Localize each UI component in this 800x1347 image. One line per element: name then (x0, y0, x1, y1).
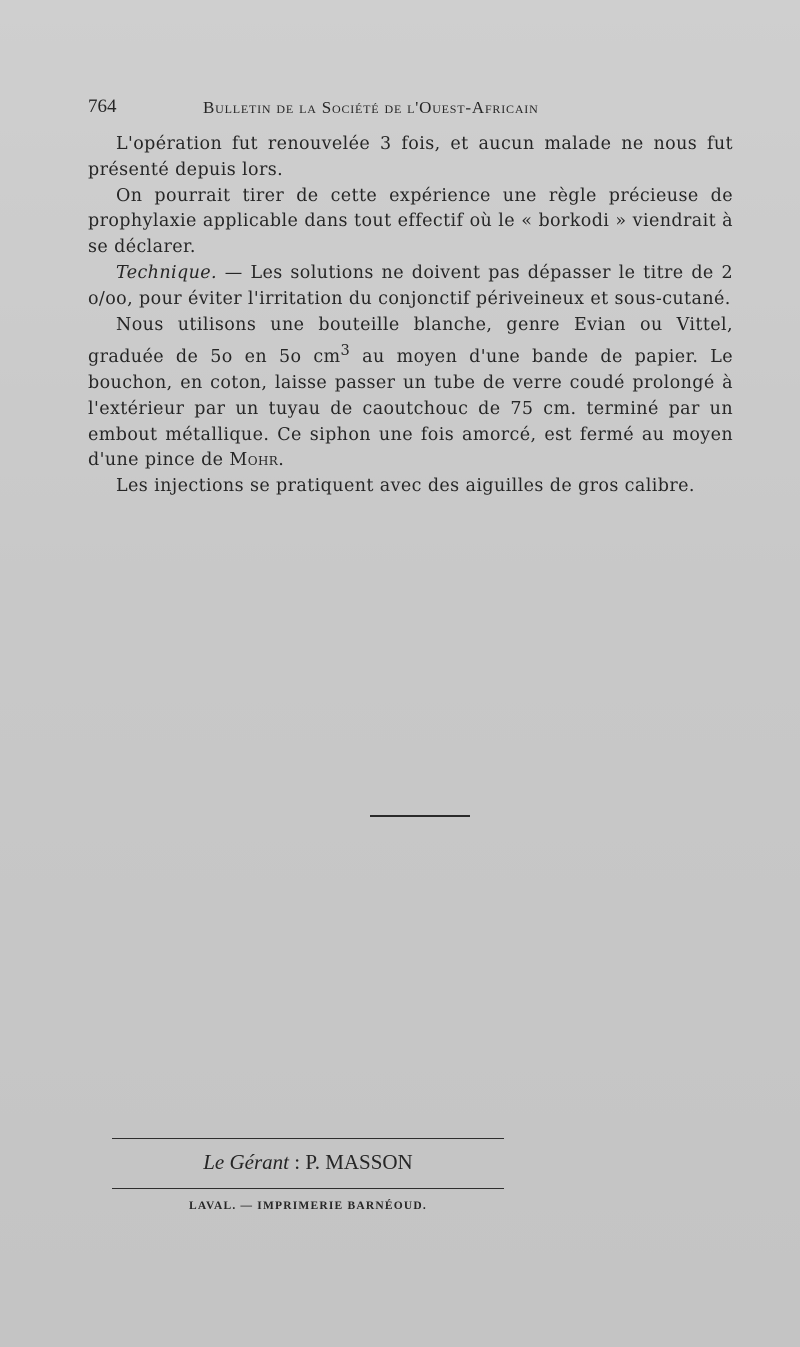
footer-rule-top (112, 1138, 504, 1139)
manager-role: Le Gérant (203, 1150, 289, 1174)
paragraph-2: On pourrait tirer de cette expérience une règle précieuse de prophylaxie applicable dans tout effectif où le « borkodi » viendrait à se déclarer. (88, 185, 733, 258)
paragraph-4-text-b: au moyen d'une bande de papier. Le bouchon, en coton, laisse passer un tube de verre coudé prolongé à l'extérieur par un tuyau de caoutchouc de 75 cm. terminé par un embout métallique. Ce siphon une fois amorcé, est fermé au moyen d'une pince de (88, 347, 733, 471)
section-divider (370, 815, 470, 817)
section-label-technique: Technique. (116, 262, 218, 283)
paragraph-1: L'opération fut renouvelée 3 fois, et aucun malade ne nous fut présenté depuis lors. (88, 134, 733, 180)
superscript-3: 3 (340, 342, 351, 360)
manager-separator: : (289, 1150, 306, 1174)
paragraph-4 (88, 313, 733, 475)
body-text (88, 132, 733, 500)
paragraph-4-text-a: Nous utilisons une bouteille blanche, genre Evian ou Vittel, graduée de 5o en 5o cm (88, 314, 733, 368)
paragraph-3 (88, 261, 733, 313)
paragraph-3-text: — Les solutions ne doivent pas dépasser le titre de 2 o/oo, pour éviter l'irritation du conjonctif périveineux et sous-cutané. (88, 262, 733, 309)
printer-line: LAVAL. — IMPRIMERIE BARNÉOUD. (189, 1200, 427, 1212)
running-head (88, 88, 728, 118)
page-number: 764 (88, 96, 117, 117)
paragraph-4-end: . (278, 450, 285, 471)
paragraph-5: Les injections se pratiquent avec des aiguilles de gros calibre. (116, 476, 695, 497)
footer-rule-bottom (112, 1188, 504, 1189)
manager-name: P. MASSON (305, 1150, 413, 1174)
author-name-mohr: Mohr (229, 450, 279, 471)
journal-title: Bulletin de la Société de l'Ouest-Africain (203, 98, 539, 117)
manager-line (112, 1150, 504, 1175)
